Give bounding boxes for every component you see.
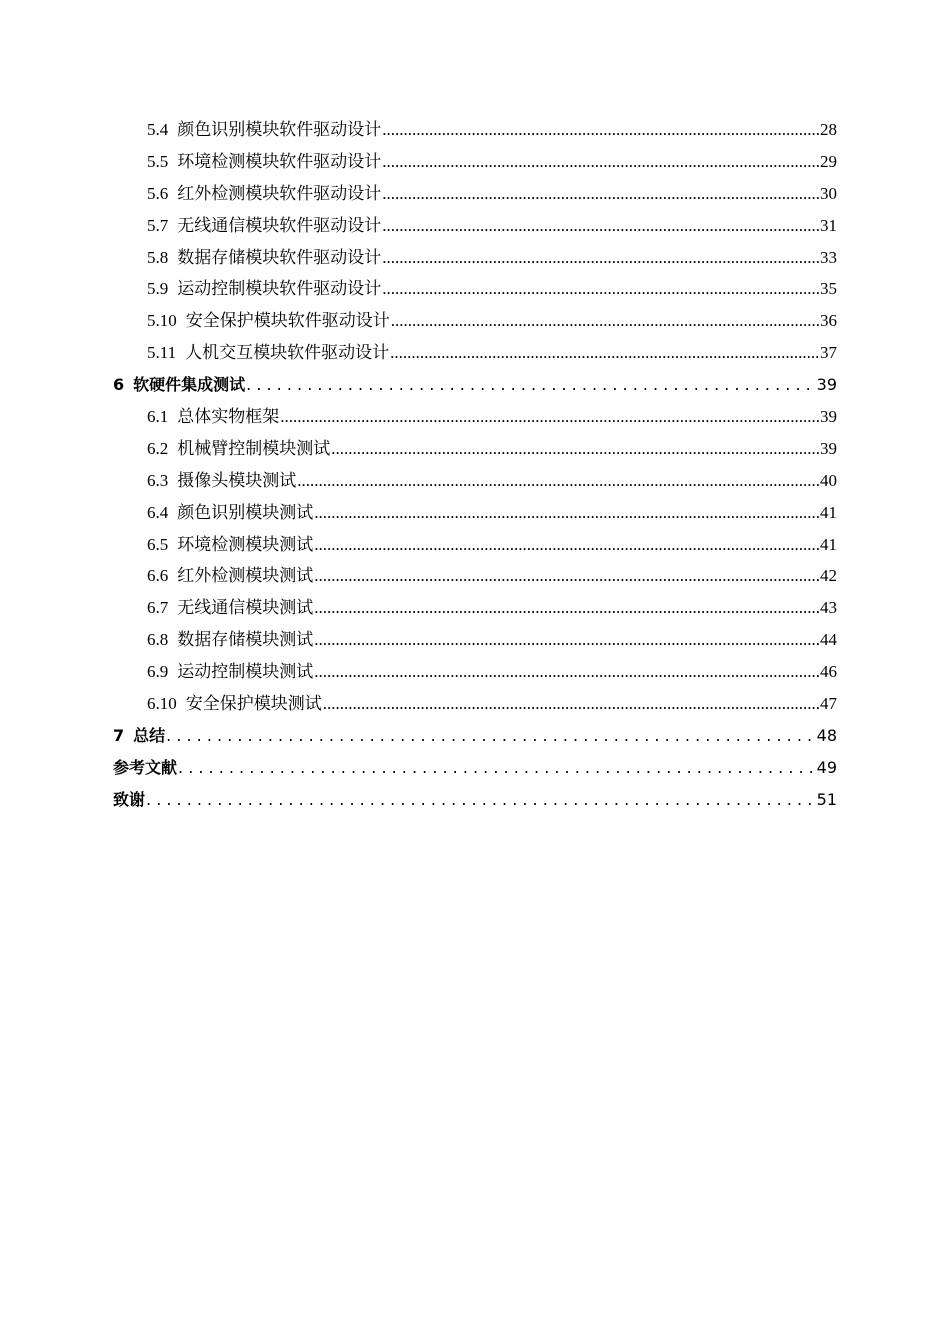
toc-entry-number: 6.1 bbox=[147, 407, 169, 427]
toc-entry-title: 人机交互模块软件驱动设计 bbox=[185, 343, 390, 363]
toc-section-entry[interactable] bbox=[113, 465, 837, 497]
toc-dot-leader bbox=[297, 465, 819, 497]
toc-dot-leader bbox=[166, 720, 815, 752]
toc-section-entry[interactable] bbox=[113, 273, 837, 305]
toc-dot-leader bbox=[382, 178, 819, 210]
toc-dot-leader bbox=[146, 784, 816, 816]
toc-entry-title: 颜色识别模块软件驱动设计 bbox=[177, 120, 382, 139]
toc-entry-page-number: 30 bbox=[820, 183, 837, 203]
toc-section-entry[interactable] bbox=[113, 529, 837, 561]
toc-entry-title: 无线通信模块软件驱动设计 bbox=[177, 215, 382, 235]
toc-entry-page-number: 41 bbox=[820, 534, 837, 554]
toc-entry-number: 6.4 bbox=[147, 502, 169, 522]
toc-dot-leader bbox=[246, 369, 815, 401]
toc-entry-page-number: 39 bbox=[820, 438, 837, 458]
toc-entry-page-number: 42 bbox=[820, 566, 837, 586]
toc-section-entry[interactable] bbox=[113, 688, 837, 720]
toc-entry-page-number: 49 bbox=[816, 757, 837, 777]
toc-chapter-entry[interactable] bbox=[113, 720, 837, 752]
toc-entry-number: 5.9 bbox=[147, 279, 169, 299]
toc-section-entry[interactable] bbox=[113, 178, 837, 210]
toc-dot-leader bbox=[382, 146, 819, 178]
toc-entry-title: 安全保护模块测试 bbox=[185, 694, 322, 714]
toc-entry-page-number: 36 bbox=[820, 311, 837, 331]
toc-entry-page-number: 37 bbox=[820, 343, 837, 363]
toc-section-entry[interactable] bbox=[113, 433, 837, 465]
toc-entry-page-number: 41 bbox=[820, 502, 837, 522]
toc-dot-leader bbox=[382, 242, 819, 274]
toc-entry-page-number: 46 bbox=[820, 662, 837, 682]
toc-entry-number: 6.9 bbox=[147, 662, 169, 682]
toc-section-entry[interactable] bbox=[113, 337, 837, 369]
toc-entry-page-number: 39 bbox=[820, 407, 837, 427]
toc-section-entry[interactable] bbox=[113, 114, 837, 146]
toc-entry-number: 5.7 bbox=[147, 215, 169, 235]
toc-entry-page-number: 51 bbox=[816, 789, 837, 809]
toc-section-entry[interactable] bbox=[113, 497, 837, 529]
toc-dot-leader bbox=[314, 592, 819, 624]
toc-entry-number: 6 bbox=[113, 375, 125, 395]
toc-entry-title: 机械臂控制模块测试 bbox=[177, 438, 331, 458]
toc-entry-page-number: 43 bbox=[820, 598, 837, 618]
toc-dot-leader bbox=[280, 401, 819, 433]
toc-chapter-entry[interactable] bbox=[113, 369, 837, 401]
toc-entry-number: 7 bbox=[113, 725, 125, 745]
toc-entry-number: 6.6 bbox=[147, 566, 169, 586]
toc-dot-leader bbox=[314, 497, 819, 529]
toc-entry-title: 运动控制模块软件驱动设计 bbox=[177, 279, 382, 299]
toc-entry-number: 5.5 bbox=[147, 151, 169, 171]
toc-entry-number: 6.7 bbox=[147, 598, 169, 618]
toc-dot-leader bbox=[314, 560, 819, 592]
toc-entry-title: 数据存储模块测试 bbox=[177, 630, 314, 650]
toc-entry-title: 颜色识别模块测试 bbox=[177, 502, 314, 522]
toc-section-entry[interactable] bbox=[113, 592, 837, 624]
toc-section-entry[interactable] bbox=[113, 146, 837, 178]
toc-entry-number: 5.10 bbox=[147, 311, 177, 331]
toc-entry-number: 5.11 bbox=[147, 343, 177, 363]
toc-entry-page-number: 44 bbox=[820, 630, 837, 650]
toc-entry-title: 致谢 bbox=[113, 789, 146, 809]
toc-section-entry[interactable] bbox=[113, 401, 837, 433]
toc-entry-title: 无线通信模块测试 bbox=[177, 598, 314, 618]
toc-dot-leader bbox=[331, 433, 819, 465]
toc-entry-page-number: 35 bbox=[820, 279, 837, 299]
toc-entry-page-number: 47 bbox=[820, 694, 837, 714]
toc-dot-leader bbox=[323, 688, 819, 720]
toc-entry-title: 红外检测模块测试 bbox=[177, 566, 314, 586]
toc-dot-leader bbox=[314, 624, 819, 656]
toc-entry-title: 运动控制模块测试 bbox=[177, 662, 314, 682]
toc-entry-page-number: 33 bbox=[820, 247, 837, 267]
toc-dot-leader bbox=[314, 529, 819, 561]
toc-entry-number: 6.2 bbox=[147, 438, 169, 458]
toc-entry-number: 6.10 bbox=[147, 694, 177, 714]
toc-entry-page-number: 31 bbox=[820, 215, 837, 235]
toc-entry-number: 5.8 bbox=[147, 247, 169, 267]
toc-entry-title: 总结 bbox=[133, 725, 166, 745]
toc-entry-title: 环境检测模块软件驱动设计 bbox=[177, 151, 382, 171]
toc-entry-title: 数据存储模块软件驱动设计 bbox=[177, 247, 382, 267]
toc-entry-title: 环境检测模块测试 bbox=[177, 534, 314, 554]
toc-entry-title: 软硬件集成测试 bbox=[133, 375, 246, 395]
toc-dot-leader bbox=[382, 114, 819, 146]
toc-entry-number: 5.6 bbox=[147, 183, 169, 203]
toc-entry-page-number: 48 bbox=[816, 725, 837, 745]
toc-dot-leader bbox=[178, 752, 816, 784]
toc-entry-page-number: 40 bbox=[820, 470, 837, 490]
toc-entry-title: 摄像头模块测试 bbox=[177, 470, 297, 490]
toc-entry-number: 6.8 bbox=[147, 630, 169, 650]
toc-section-entry[interactable] bbox=[113, 624, 837, 656]
toc-dot-leader bbox=[382, 273, 819, 305]
toc-dot-leader bbox=[391, 305, 819, 337]
toc-entry-page-number: 39 bbox=[816, 375, 837, 395]
toc-section-entry[interactable] bbox=[113, 305, 837, 337]
toc-section-entry[interactable] bbox=[113, 210, 837, 242]
table-of-contents bbox=[113, 114, 837, 816]
toc-entry-number: 6.3 bbox=[147, 470, 169, 490]
toc-section-entry[interactable] bbox=[113, 242, 837, 274]
toc-entry-title: 红外检测模块软件驱动设计 bbox=[177, 183, 382, 203]
toc-chapter-entry[interactable] bbox=[113, 752, 837, 784]
toc-entry-title: 参考文献 bbox=[113, 757, 178, 777]
toc-dot-leader bbox=[390, 337, 819, 369]
toc-entry-number: 6.5 bbox=[147, 534, 169, 554]
toc-dot-leader bbox=[382, 210, 819, 242]
toc-entry-page-number: 28 bbox=[820, 120, 837, 139]
toc-section-entry[interactable] bbox=[113, 656, 837, 688]
toc-dot-leader bbox=[314, 656, 819, 688]
toc-entry-number: 5.4 bbox=[147, 120, 169, 139]
toc-section-entry[interactable] bbox=[113, 560, 837, 592]
toc-entry-title: 总体实物框架 bbox=[177, 407, 280, 427]
toc-entry-title: 安全保护模块软件驱动设计 bbox=[185, 311, 390, 331]
toc-chapter-entry[interactable] bbox=[113, 784, 837, 816]
toc-entry-page-number: 29 bbox=[820, 151, 837, 171]
